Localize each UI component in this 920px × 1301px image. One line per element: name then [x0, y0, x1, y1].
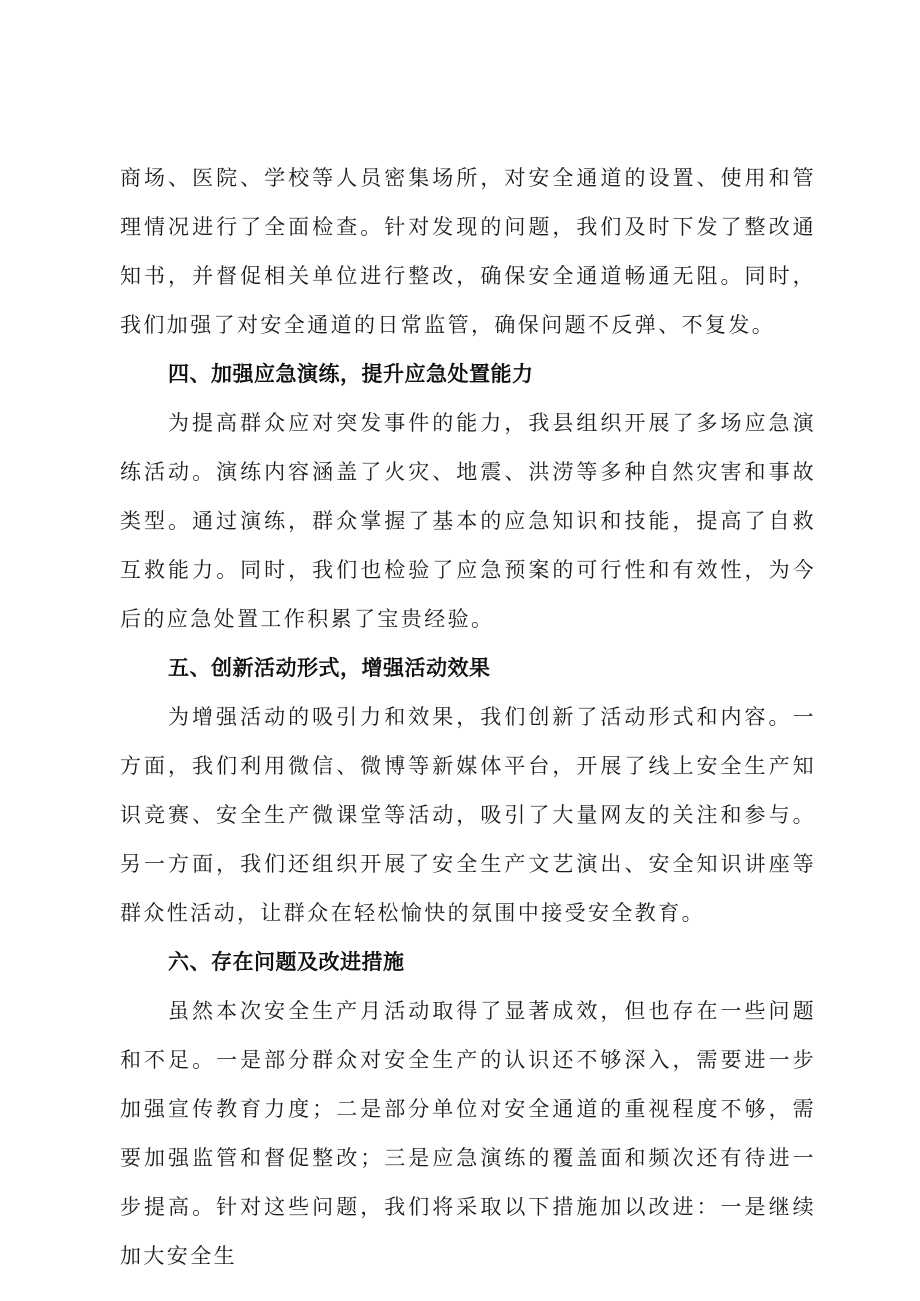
document-body: [120, 154, 816, 1281]
heading-emergency-drills: 四、加强应急演练，提升应急处置能力: [168, 362, 534, 386]
paragraph-emergency-drills: 为提高群众应对突发事件的能力，我县组织开展了多场应急演练活动。演练内容涵盖了火灾、地震、洪涝等多种自然灾害和事故类型。通过演练，群众掌握了基本的应急知识和技能，提高了自救互救能力。同时，我们也检验了应急预案的可行性和有效性，为今后的应急处置工作积累了宝贵经验。: [120, 411, 816, 631]
heading-innovate-activities: 五、创新活动形式，增强活动效果: [168, 656, 491, 680]
paragraph-problems-and-improvements: 虽然本次安全生产月活动取得了显著成效，但也存在一些问题和不足。一是部分群众对安全生产的认识还不够深入，需要进一步加强宣传教育力度；二是部分单位对安全通道的重视程度不够，需要加强监管和督促整改；三是应急演练的覆盖面和频次还有待进一步提高。针对这些问题，我们将采取以下措施加以改进：一是继续加大安全生: [120, 999, 816, 1268]
heading-problems-and-improvements: 六、存在问题及改进措施: [168, 950, 405, 974]
paragraph-innovate-activities: 为增强活动的吸引力和效果，我们创新了活动形式和内容。一方面，我们利用微信、微博等新媒体平台，开展了线上安全生产知识竞赛、安全生产微课堂等活动，吸引了大量网友的关注和参与。另一方面，我们还组织开展了安全生产文艺演出、安全知识讲座等群众性活动，让群众在轻松愉快的氛围中接受安全教育。: [120, 705, 816, 925]
paragraph-safety-passage-inspection: 商场、医院、学校等人员密集场所，对安全通道的设置、使用和管理情况进行了全面检查。针对发现的问题，我们及时下发了整改通知书，并督促相关单位进行整改，确保安全通道畅通无阻。同时，我们加强了对安全通道的日常监管，确保问题不反弹、不复发。: [120, 166, 816, 337]
